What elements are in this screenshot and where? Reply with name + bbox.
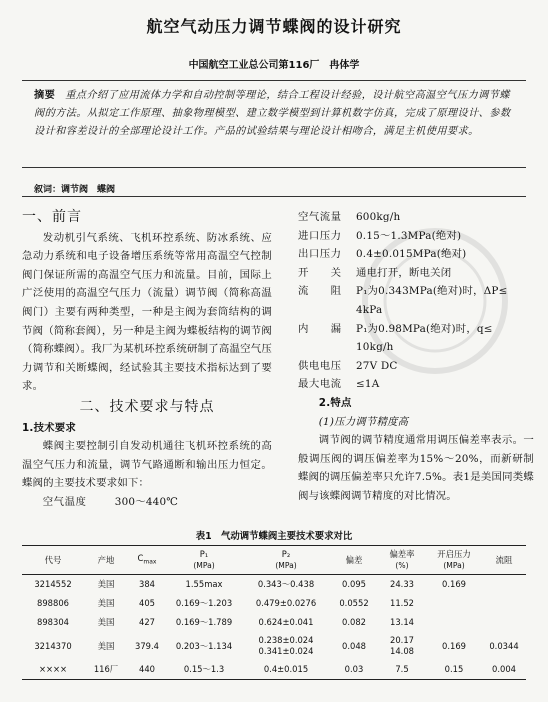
intro-paragraph: 发动机引气系统、飞机环控系统、防冰系统、应急动力系统和电子设备增压系统等常用高温空气控制阀门保证所需的高温空气压力和流量。目前，国际上广泛使用的高温空气压力（流量）调节阀（简称高温阀门）主要有两种类型，一种是主阀为套筒结构的调节阀（简称套阀），另一种是主阀为蝶板结构的调节阀（简称蝶阀）。我厂为某机环控系统研制了高温空气压力调节和关断蝶阀，经试验其主要技术指标达到了要求。 [22, 231, 272, 393]
table-cell: 美国 [97, 640, 115, 651]
table-cell: 0.479±0.0276 [255, 598, 317, 608]
left-column [22, 208, 272, 512]
subheading-tech-req: 1.技术要求 [22, 421, 76, 434]
table-cell: 美国 [97, 579, 115, 589]
spec-row [298, 208, 534, 227]
spec-value: 600kg/h [356, 211, 401, 223]
table-cell: 427 [139, 617, 155, 627]
table-row [22, 575, 526, 595]
spec-value: P₁为0.343MPa(绝对)时，ΔP≤ [356, 285, 508, 298]
feature-subheading: (1)压力调节精度高 [318, 415, 409, 428]
table-header: P₂ (MPa) [242, 546, 330, 575]
table-cell: 898304 [37, 617, 69, 627]
section-heading-intro: 一、前言 [22, 209, 82, 225]
table-cell: 0.343～0.438 [257, 579, 315, 589]
table-cell: 0.169 [442, 640, 466, 651]
table-cell [482, 594, 526, 613]
section-heading-requirements: 二、技术要求与特点 [79, 398, 215, 415]
table-cell: 0.004 [482, 660, 526, 680]
spec-continuation: 4kPa [356, 303, 383, 316]
table-cell: 1.55max [185, 579, 223, 589]
table-cell: 0.048 [342, 640, 366, 651]
table-cell: 440 [128, 660, 166, 680]
table-cell: 384 [139, 579, 155, 589]
table-cell: 0.203～1.134 [175, 640, 233, 651]
table-cell [482, 613, 526, 632]
spec-key: 进口压力 [298, 229, 342, 242]
table-cell: 20.17 14.08 [390, 635, 414, 656]
table-cell: 0.03 [330, 660, 378, 680]
spec-value: 27V DC [356, 359, 398, 372]
table-cell: 0.169～1.789 [175, 617, 233, 627]
table-cell [426, 594, 482, 613]
table-cell: 7.5 [378, 660, 426, 680]
table-header: 代号 [22, 546, 84, 575]
spec-row [298, 264, 534, 283]
table-cell [426, 613, 482, 632]
keywords: 叙词：调节阀 蝶阀 [34, 185, 116, 195]
keywords-divider [22, 196, 526, 197]
spec-row [298, 245, 534, 264]
table-cell: ×××× [22, 660, 84, 680]
table-cell: 美国 [97, 617, 115, 627]
features-paragraph: 调节阀的调节精度通常用调压偏差率表示。一般调压阀的调压偏差率为15%～20%，而新研制蝶阀的调压偏差率只允许7.5%。表1是美国同类蝶阀与该蝶阀调节精度的对比情况。 [298, 434, 534, 502]
table-cell: 0.238±0.024 0.341±0.024 [258, 635, 314, 656]
table-row [22, 632, 526, 660]
table-cell: 3214552 [34, 579, 72, 589]
spec-key: 供电电压 [298, 359, 342, 372]
table-cell: 0.0344 [489, 640, 519, 651]
table-cell: 3214370 [34, 640, 72, 651]
spec-key: 空气流量 [298, 211, 342, 223]
spec-continuation: 10kg/h [356, 341, 394, 354]
author-line: 中国航空工业总公司第116厂 冉体学 [188, 60, 360, 71]
table-cell [482, 575, 526, 595]
table-cell: 0.082 [342, 617, 366, 627]
table-header: 产地 [84, 546, 128, 575]
table-row [22, 660, 526, 680]
comparison-table [22, 545, 526, 680]
spec-key: 内 漏 [298, 322, 342, 335]
table-cell: 116厂 [84, 660, 128, 680]
spec-key: 流 阻 [298, 285, 342, 298]
table-cell: 379.4 [135, 640, 159, 651]
subheading-features: 2.特点 [318, 396, 352, 409]
spec-key: 开 关 [298, 266, 342, 279]
spec-row [298, 282, 534, 301]
spec-row [298, 227, 534, 246]
requirements-paragraph: 蝶阀主要控制引自发动机通往飞机环控系统的高温空气压力和流量，调节气路通断和输出压力恒定。蝶阀的主要技术要求如下： [22, 440, 272, 490]
table-header: P₁ (MPa) [166, 546, 242, 575]
table-cell: 美国 [97, 598, 115, 608]
table-header: 开启压力 (MPa) [426, 546, 482, 575]
spec-key: 出口压力 [298, 248, 342, 261]
table-cell: 11.52 [390, 598, 414, 608]
table-cell: 0.0552 [339, 598, 369, 608]
table-header: 偏差率 (%) [378, 546, 426, 575]
table-cell: 0.095 [342, 579, 366, 589]
spec-row [298, 375, 534, 394]
spec-row [298, 357, 534, 376]
spec-value: 通电打开，断电关闭 [356, 266, 452, 279]
spec-value: 0.4±0.015MPa(绝对) [356, 248, 467, 261]
table-header: $C_{max}$ [128, 546, 166, 575]
table-cell: 13.14 [390, 617, 414, 627]
spec-value: 300～440℃ [114, 495, 179, 508]
table-cell: 0.169 [442, 579, 466, 589]
spec-value: P₁为0.98MPa(绝对)时，q≤ [356, 322, 493, 335]
spec-row-temperature [22, 493, 272, 512]
table-cell: 0.169～1.203 [175, 598, 233, 608]
table-cell: 0.624±0.041 [258, 617, 314, 627]
spec-value: 0.15～1.3MPa(绝对) [356, 229, 462, 242]
paper-title: 航空气动压力调节蝶阀的设计研究 [146, 17, 402, 36]
abstract-text: 重点介绍了应用流体力学和自动控制等理论，结合工程设计经验，设计航空高温空气压力调节蝶阀的方法。从拟定工作原理、抽象物理模型、建立数学模型到计算机数字仿真，完成了原理设计、参数设计和容差设计的全部理论设计工作。产品的试验结果与理论设计相吻合，满足主机使用要求。 [34, 90, 511, 137]
spec-row-leak [298, 320, 534, 339]
abstract [34, 87, 518, 141]
table-cell: 24.33 [390, 579, 414, 589]
table-header: 偏差 [330, 546, 378, 575]
table-header-row [22, 546, 526, 575]
table-row [22, 613, 526, 632]
table-caption: 表1 气动调节蝶阀主要技术要求对比 [195, 531, 353, 542]
table-header: 流阻 [482, 546, 526, 575]
abstract-label: 摘要 [34, 90, 56, 101]
table-cell: 0.15～1.3 [166, 660, 242, 680]
table-cell: 898806 [37, 598, 69, 608]
table-cell: 0.15 [426, 660, 482, 680]
table-cell: 0.4±0.015 [242, 660, 330, 680]
right-column [298, 208, 534, 506]
spec-key: 空气温度 [42, 495, 87, 508]
table-row [22, 594, 526, 613]
spec-key: 最大电流 [298, 378, 342, 391]
table-cell: 405 [139, 598, 155, 608]
spec-value: ≤1A [356, 378, 380, 391]
